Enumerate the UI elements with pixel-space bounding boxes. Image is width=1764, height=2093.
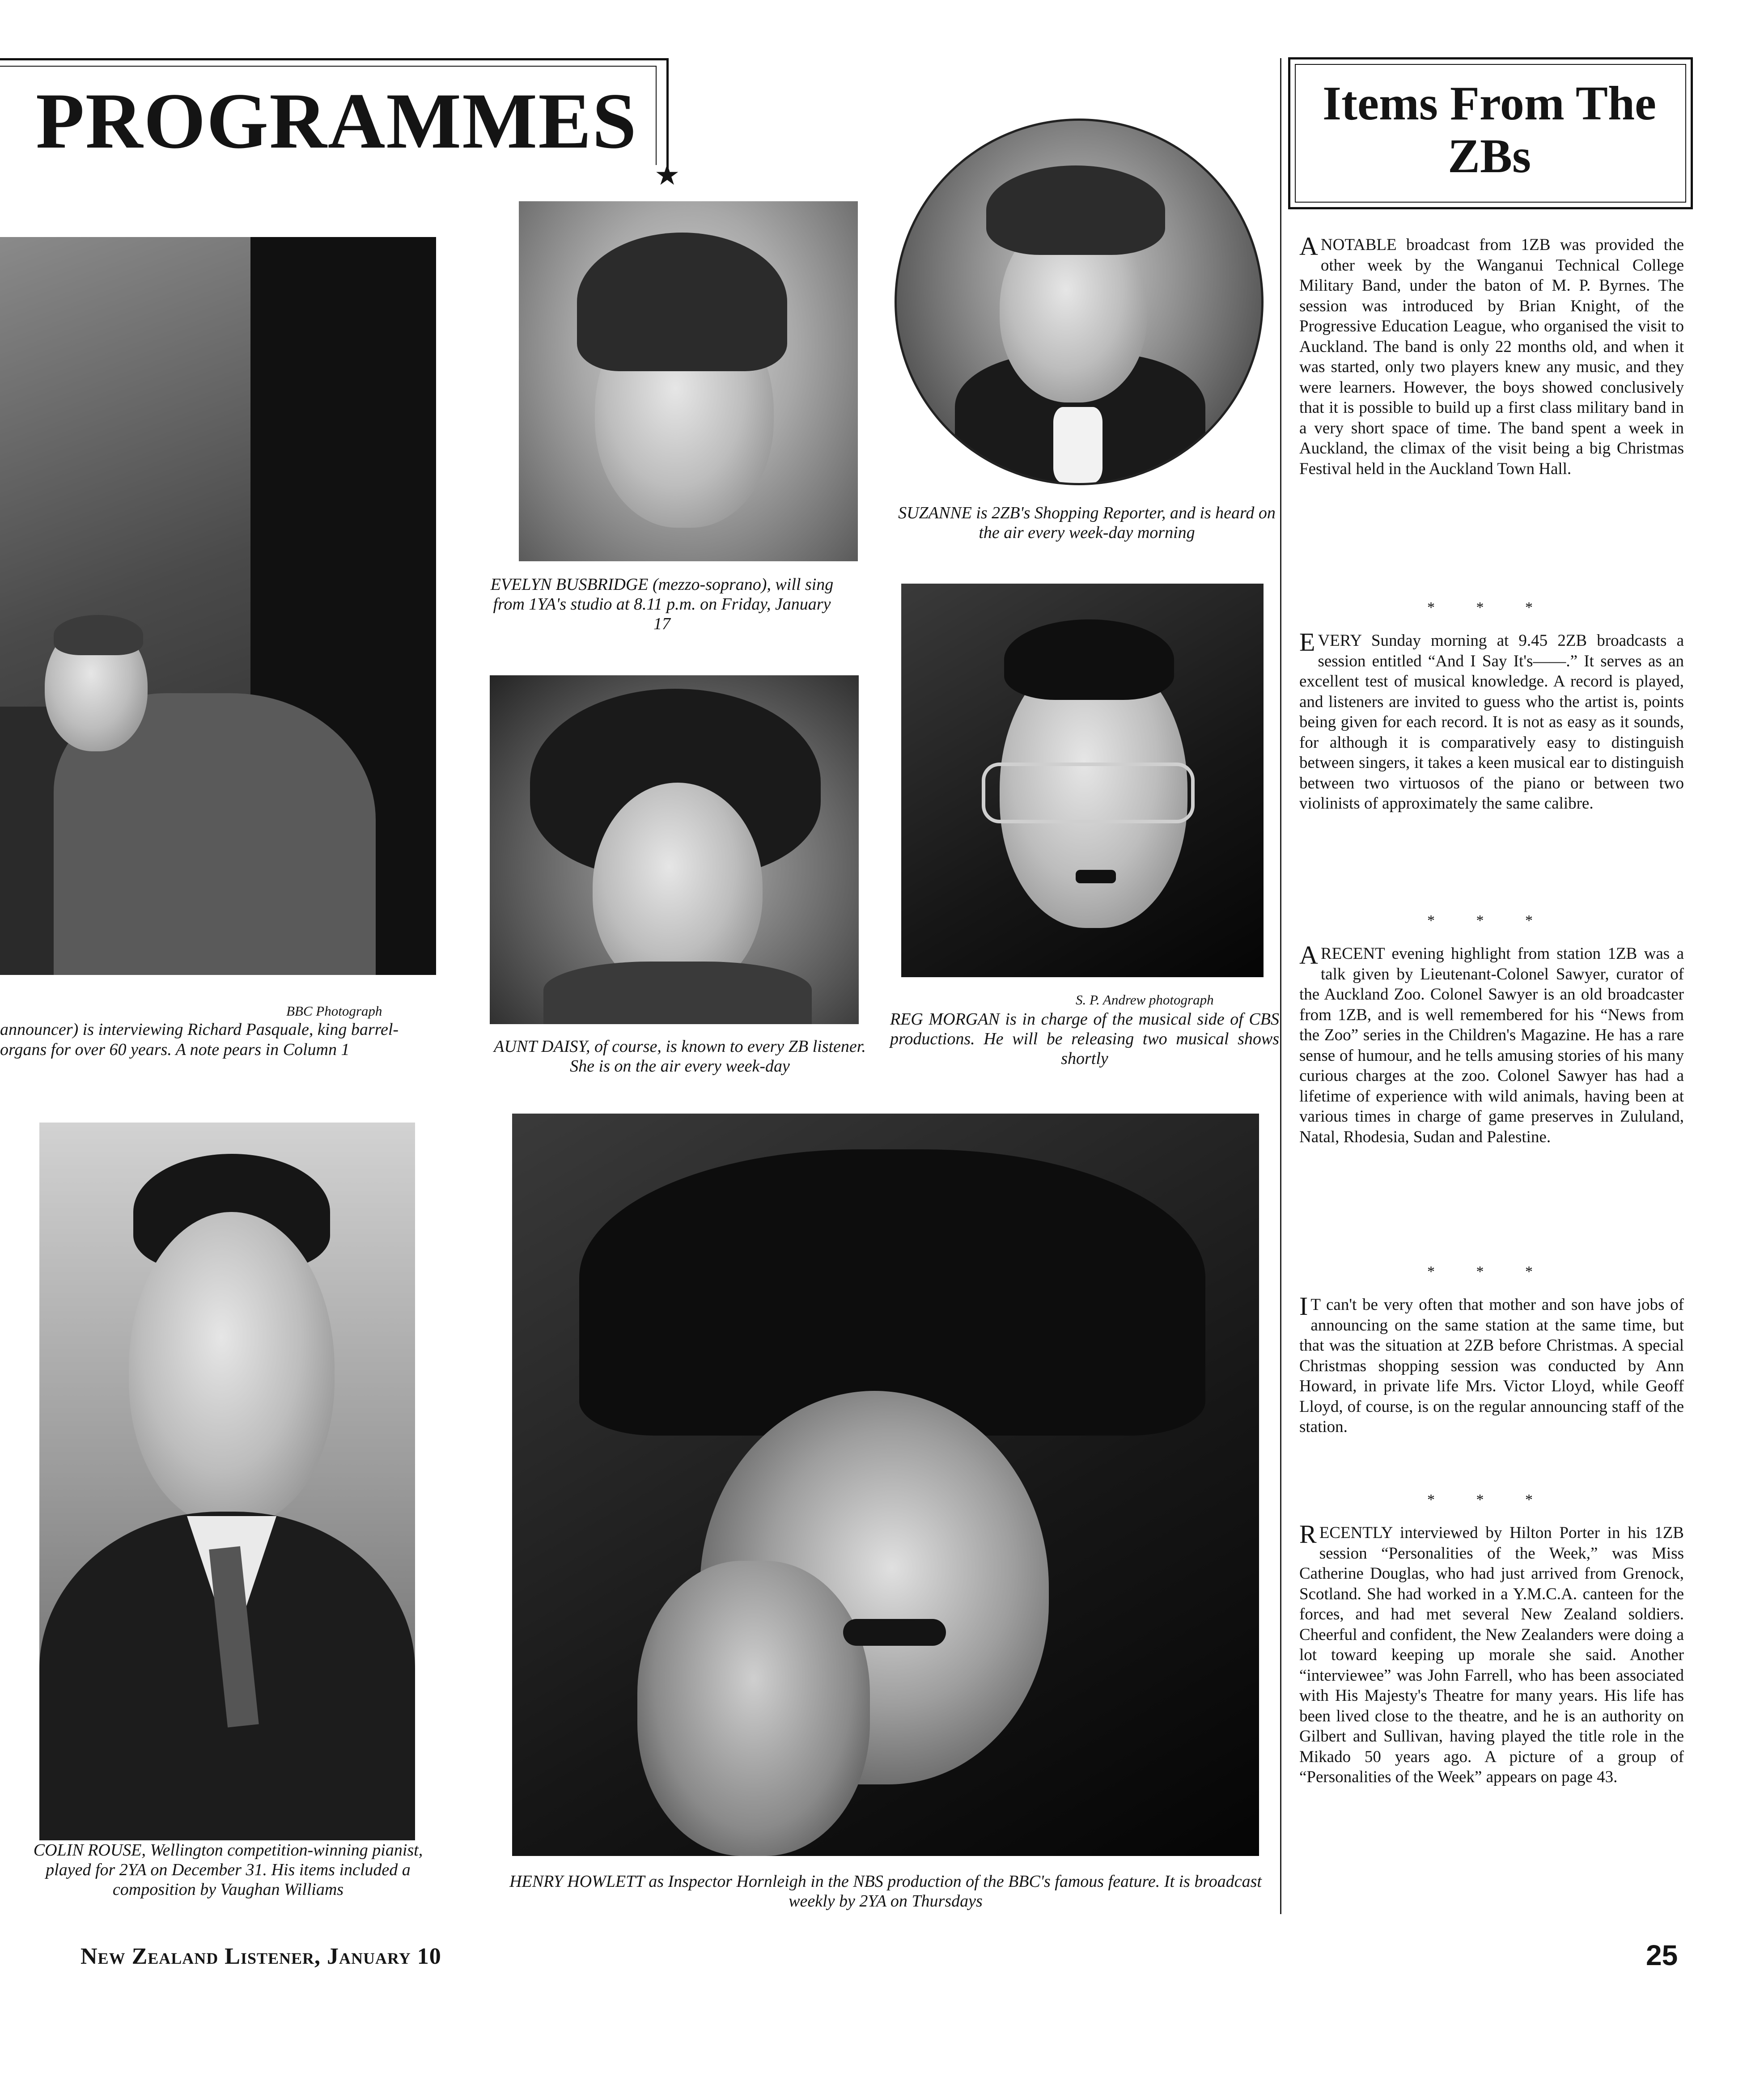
sidebar-item bbox=[1299, 941, 1684, 1147]
reg-morgan-photo bbox=[901, 584, 1264, 977]
drop-cap: I bbox=[1299, 1292, 1308, 1321]
sidebar-title-box bbox=[1288, 57, 1693, 209]
item-text: ECENTLY interviewed by Hilton Porter in his 1ZB session “Personalities of the Week,” was Miss Catherine Douglas, who had just arrived from Grenock, Scotland. She had worked in a Y.M.C.A. canteen for the forces, and had met several New Zealand soldiers. Cheerful and confident, the New Zealanders were doing a lot toward keeping up morale she said. Another “interviewee” was John Farrell, who has been associated with His Majesty's Theatre for many years. His life has been lived close to the theatre, and he is an authority on Gilbert and Sullivan, having played the title role in the Mikado 50 years ago. A picture of a group of “Personalities of the Week” appears on page 43. bbox=[1299, 1524, 1684, 1786]
sidebar-item bbox=[1299, 1292, 1684, 1437]
evelyn-busbridge-photo bbox=[519, 201, 858, 561]
column-divider bbox=[1280, 58, 1281, 1914]
photo-face bbox=[129, 1212, 335, 1525]
sidebar-item bbox=[1299, 1520, 1684, 1788]
suzanne-photo bbox=[895, 119, 1264, 485]
evelyn-busbridge-caption: EVELYN BUSBRIDGE (mezzo-soprano), will sing from 1YA's studio at 8.11 p.m. on Friday, January 17 bbox=[490, 575, 834, 633]
item-text: VERY Sunday morning at 9.45 2ZB broadcasts a session entitled “And I Say It's——.” It serves as an excellent test of musical knowledge. A record is played, and listeners are invited to guess who the artist is, points being given for each record. It is not as easy as it sounds, for although it is comparatively easy to distinguish between singers, it takes a keen musical ear to distinguish between two virtuosos of the piano or between two violinists of approximately the same calibre. bbox=[1299, 631, 1684, 813]
sidebar-title: Items From The ZBs bbox=[1323, 77, 1656, 183]
sidebar-item bbox=[1299, 627, 1684, 814]
separator-stars: * * * bbox=[1427, 599, 1552, 616]
reg-morgan-credit: S. P. Andrew photograph bbox=[1076, 992, 1214, 1008]
sidebar-item bbox=[1299, 232, 1684, 479]
photo-figure-hair bbox=[54, 615, 143, 655]
aunt-daisy-photo bbox=[490, 675, 859, 1024]
suzanne-caption: SUZANNE is 2ZB's Shopping Reporter, and is heard on the air every week-day morning bbox=[898, 504, 1276, 542]
separator-stars: * * * bbox=[1427, 1491, 1552, 1508]
henry-howlett-caption: HENRY HOWLETT as Inspector Hornleigh in the NBS production of the BBC's famous feature. It is broadcast weekly by 2YA on Thursdays bbox=[509, 1872, 1262, 1911]
drop-cap: R bbox=[1299, 1520, 1317, 1549]
barrel-organ-caption: announcer) is interviewing Richard Pasquale, king barrel-organs for over 60 years. A note pears in Column 1 bbox=[0, 1020, 399, 1059]
photo-glasses bbox=[982, 763, 1195, 823]
drop-cap: E bbox=[1299, 627, 1315, 657]
henry-howlett-photo bbox=[512, 1114, 1259, 1856]
item-text: T can't be very often that mother and son have jobs of announcing on the same station at the same time, but that was the situation at 2ZB before Christmas. A special Christmas shopping session was conducted by Ann Howard, in private life Mrs. Victor Lloyd, while Geoff Lloyd, of course, is on the regular announcing staff of the station. bbox=[1299, 1296, 1684, 1436]
item-text: RECENT evening highlight from station 1ZB was a talk given by Lieutenant-Colonel Sawyer, curator of the Auckland Zoo. Colonel Sawyer is an old broadcaster from 1ZB, and is well remembered for his “News from the Zoo” series in the Children's Magazine. He has a rare sense of humour, and he tells amusing stories of his many curious charges at the zoo. Colonel Sawyer has had a lifetime of experience with wild animals, having been at various times in charge of game preserves in Zululand, Natal, Rhodesia, Sudan and Palestine. bbox=[1299, 945, 1684, 1146]
photo-collar bbox=[1053, 407, 1102, 483]
drop-cap: A bbox=[1299, 232, 1318, 261]
photo-hair bbox=[1004, 619, 1174, 700]
photo-hand bbox=[637, 1561, 870, 1856]
photo-body bbox=[543, 962, 812, 1024]
footer-publication: New Zealand Listener, January 10 bbox=[81, 1944, 441, 1969]
colin-rouse-photo bbox=[39, 1123, 415, 1840]
separator-stars: * * * bbox=[1427, 1263, 1552, 1280]
photo-mustache bbox=[843, 1619, 946, 1646]
item-text: NOTABLE broadcast from 1ZB was provided the other week by the Wanganui Technical College Military Band, under the baton of M. P. Byrnes. The session was introduced by Brian Knight, of the Progressive Education League, who organised the visit to Auckland. The band is only 22 months old, and when it was started, only two players knew any music, and they were learners. However, the boys showed conclusively that it is possible to build up a first class military band in a very short space of time. The band spent a week in Auckland, the climax of the visit being a big Christmas Festival held in the Auckland Town Hall. bbox=[1299, 236, 1684, 478]
drop-cap: A bbox=[1299, 941, 1318, 970]
page-number: 25 bbox=[1646, 1939, 1678, 1971]
page-title: PROGRAMMES bbox=[36, 76, 638, 165]
aunt-daisy-caption: AUNT DAISY, of course, is known to every ZB listener. She is on the air every week-day bbox=[494, 1037, 866, 1076]
star-ornament: ★ bbox=[654, 159, 680, 191]
colin-rouse-caption: COLIN ROUSE, Wellington competition-winning pianist, played for 2YA on December 31. His items included a composition by Vaughan Williams bbox=[33, 1841, 423, 1899]
barrel-organ-photo bbox=[0, 237, 436, 975]
photo-hair bbox=[986, 165, 1165, 255]
photo-hair bbox=[577, 233, 787, 371]
barrel-organ-credit: BBC Photograph bbox=[286, 1003, 382, 1019]
reg-morgan-caption: REG MORGAN is in charge of the musical side of CBS productions. He will be releasing two musical shows shortly bbox=[890, 1010, 1279, 1068]
separator-stars: * * * bbox=[1427, 912, 1552, 929]
photo-mustache bbox=[1076, 870, 1116, 883]
